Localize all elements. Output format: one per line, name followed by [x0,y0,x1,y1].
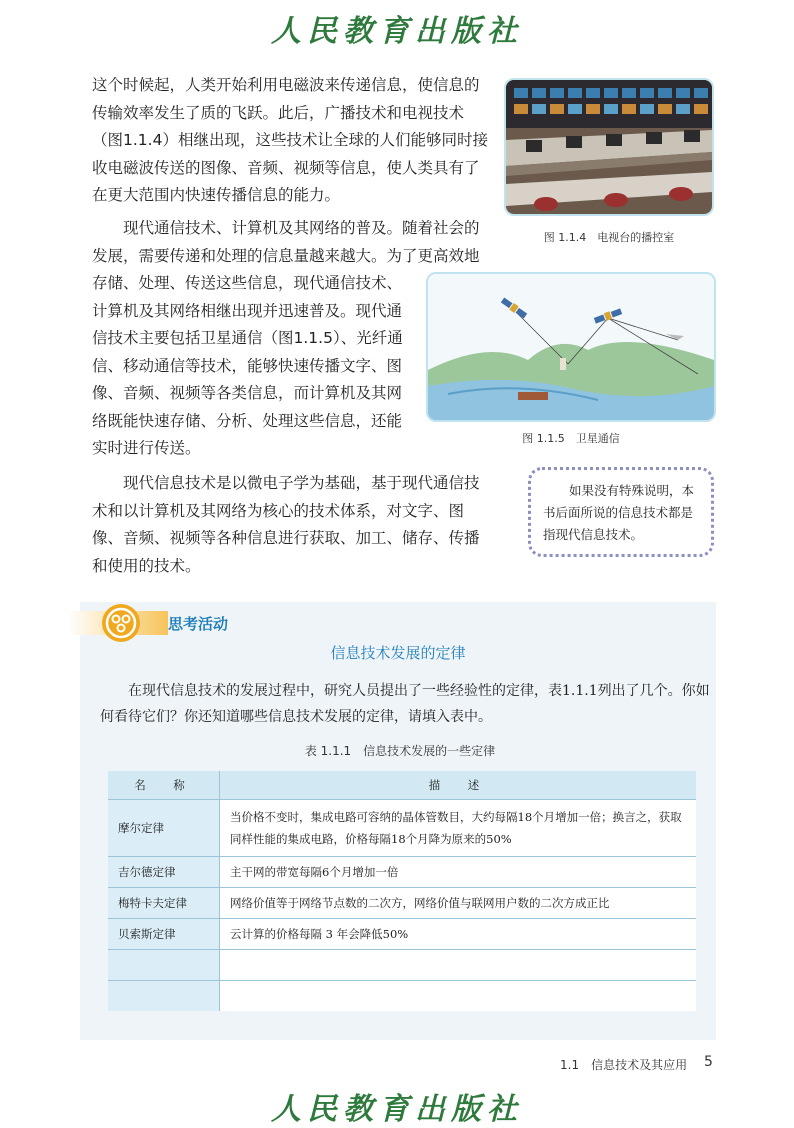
table-row [108,919,696,950]
figure-satellite [426,272,716,422]
table-row [108,888,696,919]
table-row [108,857,696,888]
law-description: 网络价值等于网络节点数的二次方，网络价值与联网用户数的二次方成正比 [220,888,697,919]
side-note: 如果没有特殊说明，本书后面所说的信息技术都是指现代信息技术。 [528,467,714,557]
paragraph-2: 现代通信技术、计算机及其网络的普及。随着社会的发展，需要传递和处理的信息量越来越大。为了更高效地存储、处理、传送这些信息，现代通信技术、计算机及其网络相继出现并迅速普及。现代通信技术主要包括卫星通信（图1.1.5）、光纤通信、移动通信等技术，能够快速传播文字、图像、音频、视频等各类信息，而计算机及其网络既能快速存储、分析、处理这些信息，还能实时进行传送。 [92,219,480,457]
publisher-logo-top: 人民教育出版社 [271,14,523,49]
law-description-blank[interactable] [220,981,697,1012]
table-row-empty[interactable] [108,950,696,981]
laws-table-wrapper [108,771,696,1011]
law-name-blank[interactable] [108,950,220,981]
activity-text: 在现代信息技术的发展过程中，研究人员提出了一些经验性的定律，表1.1.1列出了几个。你如何看待它们？你还知道哪些信息技术发展的定律，请填入表中。 [100,683,710,725]
law-name-blank[interactable] [108,981,220,1012]
table-caption: 表 1.1.1 信息技术发展的一些定律 [304,744,496,758]
page-number: 5 [704,1054,713,1070]
figure-satellite-caption: 图 1.1.5 卫星通信 [522,432,620,445]
paragraph-1: 这个时候起，人类开始利用电磁波来传递信息，使信息的传输效率发生了质的飞跃。此后，广播技术和电视技术（图1.1.4）相继出现，这些技术让全球的人们能够同时接收电磁波传送的图像、音频、视频等信息，使人类具有了在更大范围内快速传播信息的能力。 [92,76,488,204]
law-description: 云计算的价格每隔 3 年会降低50% [220,919,697,950]
law-name: 梅特卡夫定律 [108,888,220,919]
law-name: 摩尔定律 [108,800,220,857]
table-row [108,800,696,857]
footer-section: 1.1 信息技术及其应用 [560,1058,688,1072]
law-name: 贝索斯定律 [108,919,220,950]
figure-control-room [504,78,714,216]
table-row-empty[interactable] [108,981,696,1012]
section-label: 思考活动 [168,615,229,633]
header-name: 名 称 [108,771,220,800]
law-name: 吉尔德定律 [108,857,220,888]
law-description: 主干网的带宽每隔6个月增加一倍 [220,857,697,888]
activity-gear-icon [101,603,141,643]
activity-title: 信息技术发展的定律 [330,644,466,662]
publisher-logo-bottom: 人民教育出版社 [271,1092,523,1127]
paragraph-3: 现代信息技术是以微电子学为基础，基于现代通信技术和以计算机及其网络为核心的技术体系，对文字、图像、音频、视频等各种信息进行获取、加工、储存、传播和使用的技术。 [92,474,480,575]
table-header-row [108,771,696,800]
laws-table [108,771,696,1011]
law-description: 当价格不变时，集成电路可容纳的晶体管数目，大约每隔18个月增加一倍；换言之，获取同样性能的集成电路，价格每隔18个月降为原来的50% [220,800,697,857]
law-description-blank[interactable] [220,950,697,981]
figure-control-room-caption: 图 1.1.4 电视台的播控室 [543,231,675,244]
header-description: 描 述 [220,771,697,800]
